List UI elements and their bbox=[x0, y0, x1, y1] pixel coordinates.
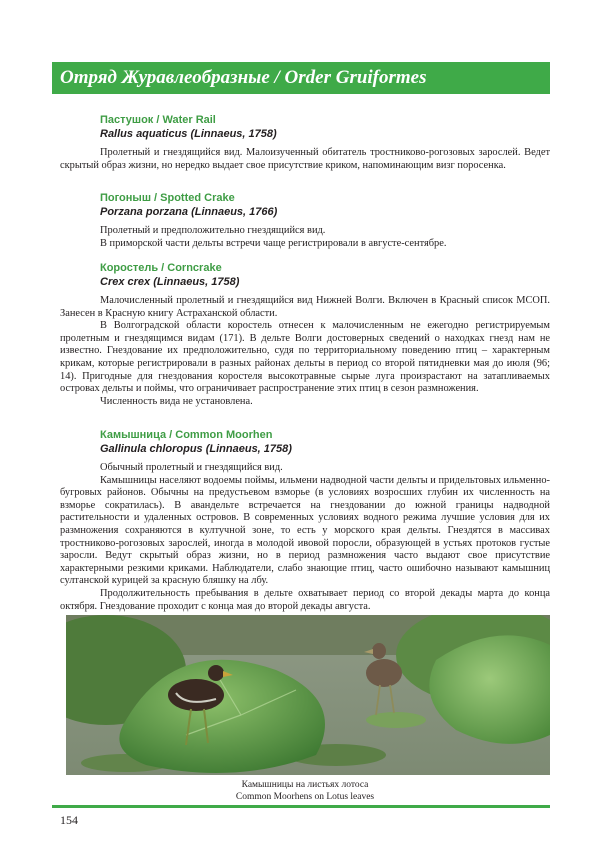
species-paragraph: Численность вида не установлена. bbox=[100, 395, 253, 407]
chapter-title: Отряд Журавлеобразные / Order Gruiformes bbox=[60, 67, 427, 88]
species-paragraph: В приморской части дельты встречи чаще регистрировали в августе-сентябре. bbox=[100, 237, 447, 249]
species-paragraph: Продолжительность пребывания в дельте охватывает период со второй декады марта до конца октября. Гнездование проходит с конца мая до второй декады августа. bbox=[60, 587, 550, 612]
species-name: Камышница / Common Moorhen bbox=[100, 429, 273, 441]
caption-english: Common Moorhens on Lotus leaves bbox=[235, 791, 375, 802]
species-latin-name: Crex crex (Linnaeus, 1758) bbox=[100, 276, 240, 288]
caption-russian: Камышницы на листьях лотоса bbox=[241, 780, 369, 790]
species-paragraph: В Волгоградской области коростель отнесен к малочисленным не ежегодно регистрируемым пролетным и гнездящимся видам (171). В дельте Волги достоверных сведений о находках гнезд нам не известно. Гнездование их предположительно, судя по территориальному поведению птиц – характерным крикам, которые регистрировали в разных районах дельты в период со второй пятидневки мая до июля (96; 14). Пригодные для гнездования коростеля высокотравные сырые луга произрастают на затапливаемых островах дельты и поймы, что ограничивает распространение этих птиц в сезон размножения. bbox=[60, 320, 550, 395]
species-corncrake bbox=[60, 261, 550, 408]
species-latin-name: Gallinula chloropus (Linnaeus, 1758) bbox=[100, 443, 292, 455]
species-name: Пастушок / Water Rail bbox=[100, 114, 216, 126]
species-latin-name: Rallus aquaticus (Linnaeus, 1758) bbox=[100, 128, 277, 140]
page-number: 154 bbox=[60, 813, 78, 827]
species-common-moorhen bbox=[60, 428, 550, 613]
species-paragraph: Малочисленный пролетный и гнездящийся вид Нижней Волги. Включен в Красный список МСОП. Занесен в Красную книгу Астраханской области. bbox=[60, 295, 550, 319]
species-paragraph: Камышницы населяют водоемы поймы, ильмени надводной части дельты и придельтовых ильменно-бугровых районов. Обычны на предустьевом взморье (в условиях возросших глубин их численность на взморье сократилась). В авандельте встречается на гнездовании до южной границы надводной растительности и удаленных островов. В современных условиях водного режима лучшие условия для их размножения сохраняются в култучной зоне, то есть у морского края дельты. Гнездятся в массивах тростниково-рогозовых зарослей, иногда в молодой ивовой поросли, образующей в устьях протоков густые заросли. Ведут скрытый образ жизни, но в период размножения часто выдают свое присутствие характерными резкими криками. Наблюдатели, слабо знающие птиц, часто ошибочно называют камышниц султанской курицей за красную бляшку на лбу. bbox=[60, 474, 550, 587]
species-name: Коростель / Corncrake bbox=[100, 262, 222, 274]
photo-caption bbox=[60, 780, 550, 803]
species-paragraph: Пролетный и гнездящийся вид. Малоизученный обитатель тростниково-рогозовых зарослей. Ведет скрытый образ жизни, но нередко выдает свое присутствие криком, напоминающим визг поросенка. bbox=[60, 147, 550, 171]
species-paragraph: Пролетный и предположительно гнездящийся вид. bbox=[100, 225, 326, 236]
footer-divider bbox=[52, 805, 550, 808]
species-paragraph: Обычный пролетный и гнездящийся вид. bbox=[100, 462, 283, 473]
species-water-rail bbox=[60, 113, 550, 172]
species-name: Погоныш / Spotted Crake bbox=[100, 192, 235, 204]
species-latin-name: Porzana porzana (Linnaeus, 1766) bbox=[100, 206, 278, 218]
lotus-photo-illustration bbox=[66, 615, 550, 775]
moorhens-photo bbox=[66, 615, 550, 775]
species-spotted-crake bbox=[60, 191, 550, 250]
